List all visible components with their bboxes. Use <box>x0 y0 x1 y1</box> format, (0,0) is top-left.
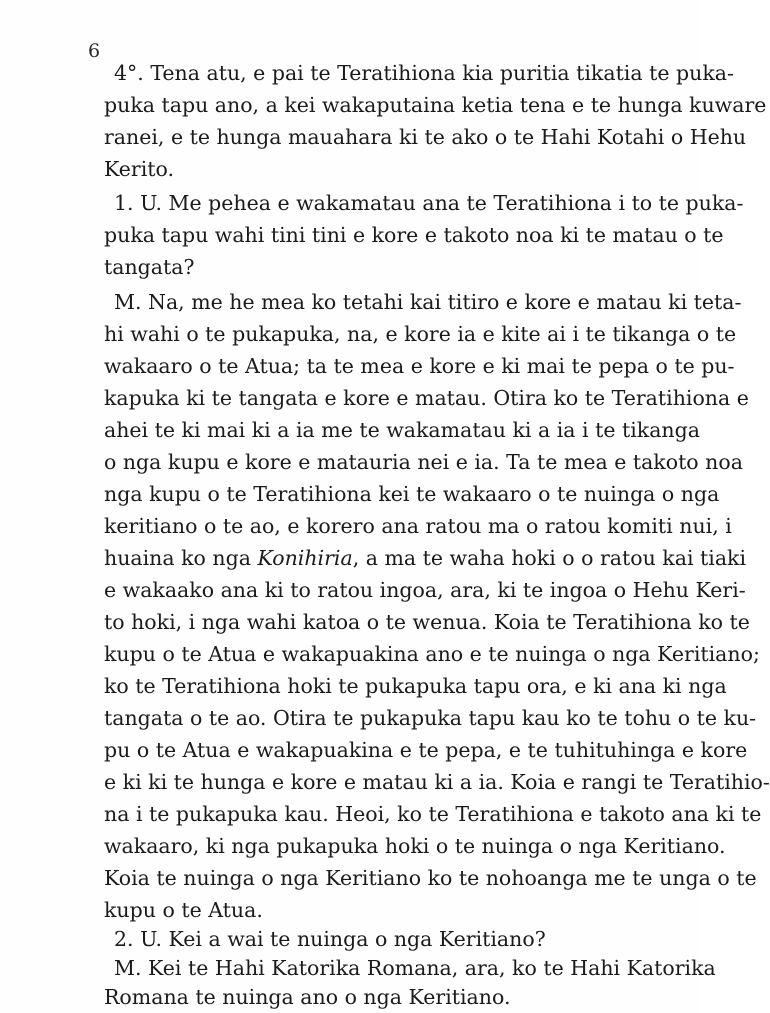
text-line: Koia te nuinga o nga Keritiano ko te nohoanga me te unga o te <box>104 866 757 890</box>
text-line: Romana te nuinga ano o nga Keritiano. <box>104 985 511 1009</box>
text-line: kapuka ki te tangata e kore e matau. Otira ko te Teratihiona e <box>104 386 749 410</box>
text-line: na i te pukapuka kau. Heoi, ko te Teratihiona e takoto ana ki te <box>104 802 762 826</box>
text-line: kupu o te Atua. <box>104 898 263 922</box>
text-line: keritiano o te ao, e korero ana ratou ma o ratou komiti nui, i <box>104 514 732 538</box>
text-line: M. Kei te Hahi Katorika Romana, ara, ko te Hahi Katorika <box>114 956 716 980</box>
italic-term: Konihiria <box>257 546 353 570</box>
text-line: tangata o te ao. Otira te pukapuka tapu kau ko te tohu o te ku- <box>104 706 757 730</box>
text-line: ahei te ki mai ki a ia me te wakamatau ki a ia i te tikanga <box>104 418 700 442</box>
text-line: puka tapu ano, a kei wakaputaina ketia tena e te hunga kuware <box>104 93 767 117</box>
text-line: 4°. Tena atu, e pai te Teratihiona kia puritia tikatia te puka- <box>114 61 734 85</box>
text-line: nga kupu o te Teratihiona kei te wakaaro o te nuinga o nga <box>104 482 720 506</box>
text-line: kupu o te Atua e wakapuakina ano e te nuinga o nga Keritiano; <box>104 642 760 666</box>
text-line: ranei, e te hunga mauahara ki te ako o te Hahi Kotahi o Hehu <box>104 125 747 149</box>
text-line <box>104 543 747 573</box>
page-number: 6 <box>88 40 101 62</box>
text-line: 2. U. Kei a wai te nuinga o nga Keritiano? <box>114 927 546 951</box>
text-line: ko te Teratihiona hoki te pukapuka tapu ora, e ki ana ki nga <box>104 674 727 698</box>
text-line: 1. U. Me pehea e wakamatau ana te Teratihiona i to te puka- <box>114 191 744 215</box>
text-line: pu o te Atua e wakapuakina e te pepa, e te tuhituhinga e kore <box>104 738 748 762</box>
text-line: o nga kupu e kore e matauria nei e ia. Ta te mea e takoto noa <box>104 450 743 474</box>
text-line: Kerito. <box>104 157 174 181</box>
text-segment: , a ma te waha hoki o o ratou kai tiaki <box>352 546 747 570</box>
text-line: wakaaro, ki nga pukapuka hoki o te nuinga o nga Keritiano. <box>104 834 726 858</box>
text-line: e ki ki te hunga e kore e matau ki a ia. Koia e rangi te Teratihio- <box>104 770 770 794</box>
text-segment: huaina ko nga <box>104 546 258 570</box>
text-line: e wakaako ana ki to ratou ingoa, ara, ki te ingoa o Hehu Keri- <box>104 578 746 602</box>
text-line: hi wahi o te pukapuka, na, e kore ia e kite ai i te tikanga o te <box>104 322 737 346</box>
text-line: wakaaro o te Atua; ta te mea e kore e ki mai te pepa o te pu- <box>104 354 735 378</box>
text-line: M. Na, me he mea ko tetahi kai titiro e kore e matau ki teta- <box>114 290 742 314</box>
text-line: tangata? <box>104 255 195 279</box>
text-line: to hoki, i nga wahi katoa o te wenua. Koia te Teratihiona ko te <box>104 610 750 634</box>
text-line: puka tapu wahi tini tini e kore e takoto noa ki te matau o te <box>104 223 724 247</box>
